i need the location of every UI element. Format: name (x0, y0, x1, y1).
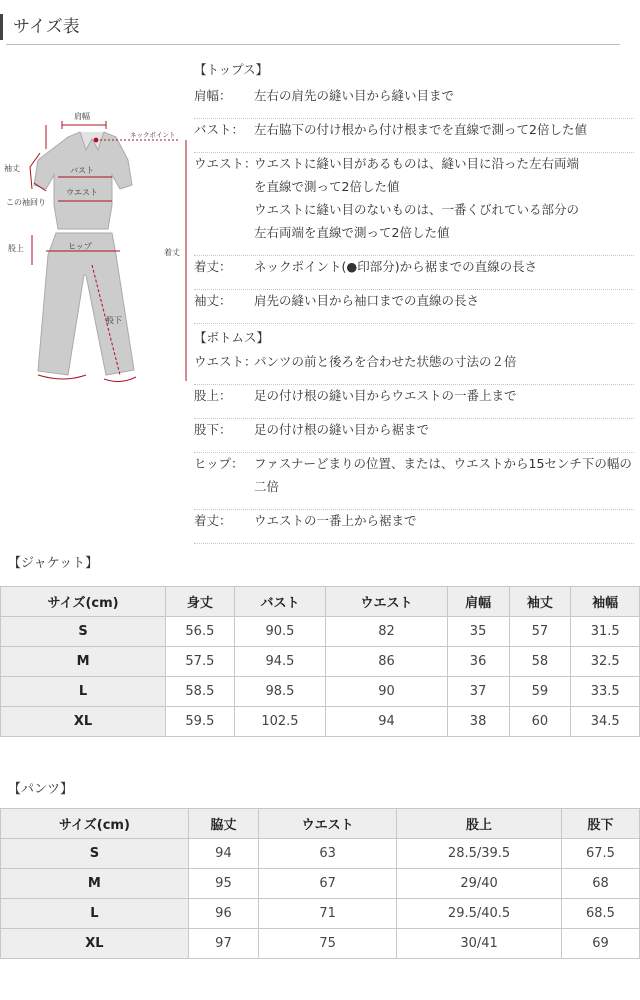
bottoms-row-text: 二倍 (254, 479, 280, 494)
size-cell: L (1, 677, 166, 707)
sleeve-label: 袖丈 (4, 164, 20, 173)
table-cell: 34.5 (571, 707, 640, 737)
tops-row-label: バスト： (194, 122, 245, 137)
tops-row-text: 左右両端を直線で測って2倍した値 (254, 225, 450, 240)
pants-size-table (0, 808, 640, 959)
measurement-diagram (0, 105, 200, 395)
table-cell: 75 (259, 929, 397, 959)
bottoms-row-text: 足の付け根の縫い目からウエストの一番上まで (254, 388, 517, 403)
bottoms-row-label: ウエスト： (194, 354, 257, 369)
table-cell: 56.5 (166, 617, 235, 647)
tops-row-text: ウエストに縫い目があるものは、縫い目に沿った左右両端 (254, 156, 580, 171)
table-cell: 29/40 (397, 869, 562, 899)
column-header: 肩幅 (447, 587, 509, 617)
table-cell: 68.5 (561, 899, 639, 929)
table-cell: 38 (447, 707, 509, 737)
neck-point-label: ネックポイント (130, 131, 176, 139)
jacket-illustration (34, 132, 132, 229)
table-cell: 90.5 (234, 617, 326, 647)
table-cell: 57.5 (166, 647, 235, 677)
jacket-heading: 【ジャケット】 (8, 556, 99, 571)
table-cell: 30/41 (397, 929, 562, 959)
table-header-row (1, 587, 640, 617)
inseam-label: 股下 (106, 316, 122, 325)
title-divider (6, 44, 620, 45)
table-cell: 33.5 (571, 677, 640, 707)
tops-row (194, 118, 634, 153)
table-cell: 94.5 (234, 647, 326, 677)
tops-row (194, 84, 634, 119)
bottoms-heading: 【ボトムス】 (194, 330, 270, 345)
table-cell: 69 (561, 929, 639, 959)
table-cell: 32.5 (571, 647, 640, 677)
table-cell: 37 (447, 677, 509, 707)
tops-row-text: ネックポイント(●印部分)から裾までの直線の長さ (254, 259, 538, 274)
table-header-row (1, 809, 640, 839)
column-header: 袖丈 (509, 587, 571, 617)
size-cell: S (1, 839, 189, 869)
bottoms-row-label: 股下： (194, 422, 232, 437)
page-title: サイズ表 (0, 14, 80, 40)
length-label: 着丈 (164, 248, 180, 257)
shoulder-label: 肩幅 (74, 112, 90, 121)
size-cell: M (1, 647, 166, 677)
column-header: ウエスト (326, 587, 447, 617)
bottoms-row-text: パンツの前と後ろを合わせた状態の寸法の２倍 (254, 354, 517, 369)
table-cell: 58 (509, 647, 571, 677)
column-header: 股下 (561, 809, 639, 839)
table-row (1, 869, 640, 899)
bottoms-row (194, 350, 634, 385)
size-cell: L (1, 899, 189, 929)
table-cell: 35 (447, 617, 509, 647)
tops-row-label: 肩幅： (194, 88, 232, 103)
size-cell: XL (1, 929, 189, 959)
tops-row-text: ウエストに縫い目のないものは、一番くびれている部分の (254, 202, 580, 217)
bottoms-row-label: 股上： (194, 388, 232, 403)
table-cell: 96 (188, 899, 258, 929)
column-header: ウエスト (259, 809, 397, 839)
tops-row (194, 152, 634, 256)
table-cell: 82 (326, 617, 447, 647)
table-row (1, 839, 640, 869)
table-cell: 95 (188, 869, 258, 899)
bottoms-row (194, 384, 634, 419)
table-cell: 59 (509, 677, 571, 707)
column-header: 袖幅 (571, 587, 640, 617)
bottoms-row (194, 418, 634, 453)
tops-row-text: 左右の肩先の縫い目から縫い目まで (254, 88, 455, 103)
column-header: バスト (234, 587, 326, 617)
table-cell: 57 (509, 617, 571, 647)
tops-heading: 【トップス】 (194, 62, 269, 77)
table-cell: 86 (326, 647, 447, 677)
table-row (1, 617, 640, 647)
bottoms-row (194, 452, 634, 510)
tops-row-label: ウエスト： (194, 156, 257, 171)
column-header: 股上 (397, 809, 562, 839)
hip-label: ヒップ (68, 242, 92, 251)
bust-label: バスト (70, 166, 94, 175)
table-cell: 94 (188, 839, 258, 869)
tops-row (194, 255, 634, 290)
table-cell: 67 (259, 869, 397, 899)
table-cell: 97 (188, 929, 258, 959)
size-cell: S (1, 617, 166, 647)
table-cell: 71 (259, 899, 397, 929)
table-cell: 28.5/39.5 (397, 839, 562, 869)
table-row (1, 707, 640, 737)
table-cell: 29.5/40.5 (397, 899, 562, 929)
bottoms-row (194, 509, 634, 544)
table-cell: 60 (509, 707, 571, 737)
jacket-size-table (0, 586, 640, 737)
table-cell: 90 (326, 677, 447, 707)
tops-row-label: 着丈： (194, 259, 232, 274)
size-cell: XL (1, 707, 166, 737)
column-header: 脇丈 (188, 809, 258, 839)
table-cell: 59.5 (166, 707, 235, 737)
bottoms-row-text: ウエストの一番上から裾まで (254, 513, 417, 528)
table-row (1, 677, 640, 707)
column-header: 身丈 (166, 587, 235, 617)
table-cell: 31.5 (571, 617, 640, 647)
table-cell: 63 (259, 839, 397, 869)
table-cell: 102.5 (234, 707, 326, 737)
waist-label: ウエスト (66, 188, 98, 197)
table-cell: 94 (326, 707, 447, 737)
bottoms-row-label: 着丈： (194, 513, 232, 528)
column-header: サイズ(cm) (1, 587, 166, 617)
pants-heading: 【パンツ】 (8, 782, 74, 797)
rise-label: 股上 (8, 244, 24, 253)
table-cell: 58.5 (166, 677, 235, 707)
pants-illustration (38, 233, 134, 375)
table-cell: 67.5 (561, 839, 639, 869)
tops-row-text: 肩先の縫い目から袖口までの直線の長さ (254, 293, 480, 308)
bottoms-row-text: ファスナーどまりの位置、または、ウエストから15センチ下の幅の (254, 456, 632, 471)
tops-row-text: を直線で測って2倍した値 (254, 179, 400, 194)
table-cell: 36 (447, 647, 509, 677)
table-row (1, 899, 640, 929)
bottoms-row-text: 足の付け根の縫い目から裾まで (254, 422, 430, 437)
size-cell: M (1, 869, 189, 899)
table-row (1, 647, 640, 677)
cuff-label: この袖回り (6, 198, 46, 207)
tops-row-text: 左右脇下の付け根から付け根までを直線で測って2倍した値 (254, 122, 587, 137)
table-cell: 98.5 (234, 677, 326, 707)
tops-row (194, 289, 634, 324)
table-cell: 68 (561, 869, 639, 899)
tops-row-label: 袖丈： (194, 293, 232, 308)
column-header: サイズ(cm) (1, 809, 189, 839)
bottoms-row-label: ヒップ： (194, 456, 244, 471)
table-row (1, 929, 640, 959)
